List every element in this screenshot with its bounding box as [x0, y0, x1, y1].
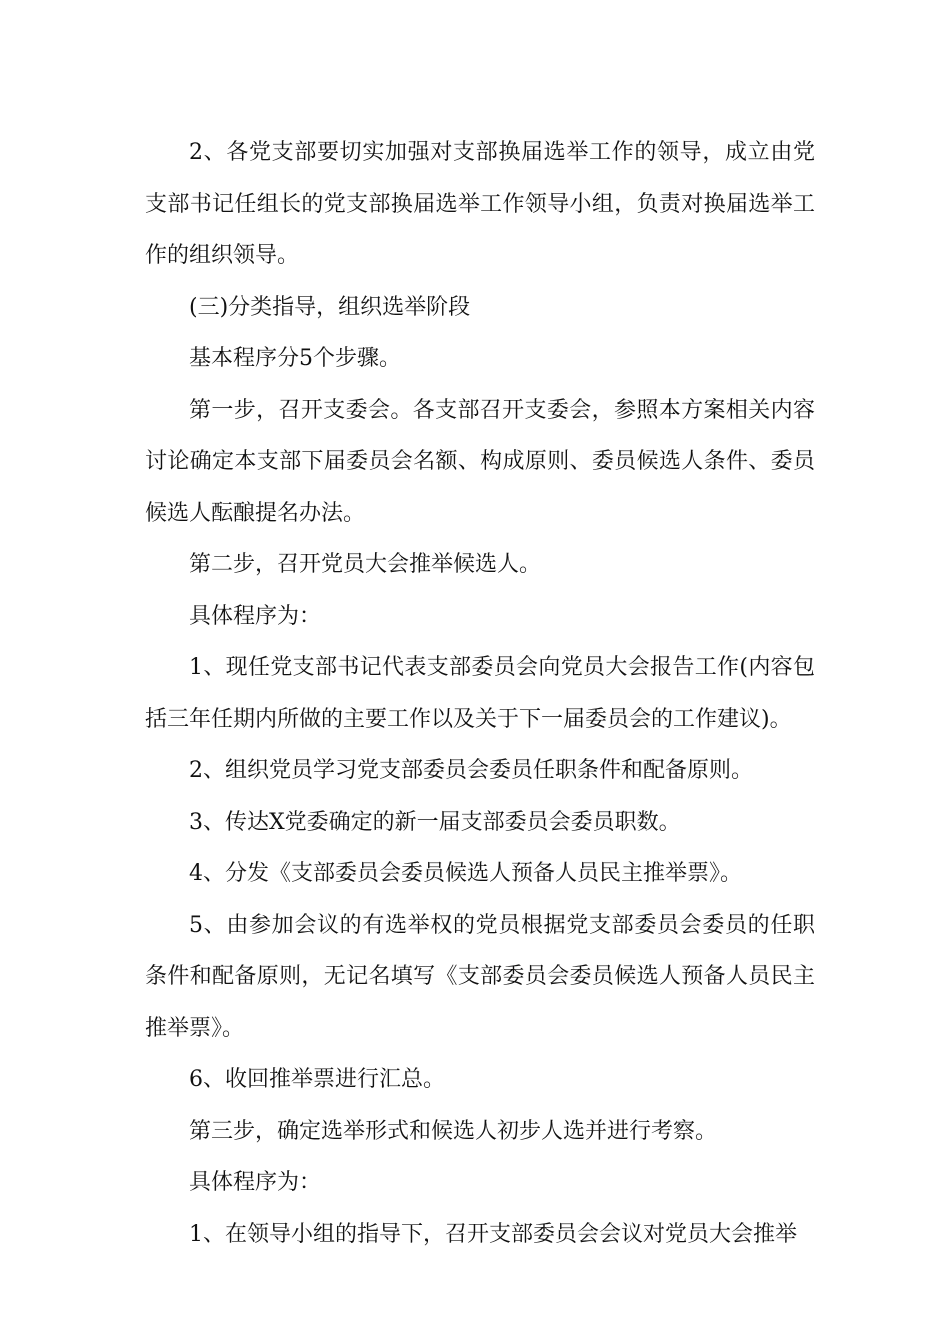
paragraph-procedure-label: 具体程序为：: [189, 1170, 322, 1195]
list-item: 4、分发《支部委员会委员候选人预备人员民主推举票》。: [189, 861, 742, 886]
paragraph-step-three: 第三步，确定选举形式和候选人初步人选并进行考察。: [189, 1118, 718, 1144]
paragraph-step-two: 第二步，召开党员大会推举候选人。: [189, 552, 542, 577]
list-item: 6、收回推举票进行汇总。: [189, 1067, 445, 1092]
paragraph-leadership-group: 2、各党支部要切实加强对支部换届选举工作的领导，成立由党支部书记任组长的党支部换届选举工作领导小组，负责对换届选举工作的组织领导。: [145, 140, 815, 268]
paragraph-procedure-label: 具体程序为：: [189, 603, 322, 629]
paragraph-section-heading: (三)分类指导，组织选举阶段: [189, 294, 471, 320]
list-item: 1、在领导小组的指导下，召开支部委员会会议对党员大会推举: [189, 1221, 797, 1247]
list-item: 3、传达X党委确定的新一届支部委员会委员职数。: [189, 809, 681, 835]
list-item: 5、由参加会议的有选举权的党员根据党支部委员会委员的任职条件和配备原则，无记名填写《支部委员会委员候选人预备人员民主推举票》。: [145, 912, 815, 1041]
document-body: [145, 127, 815, 1260]
list-item: 2、组织党员学习党支部委员会委员任职条件和配备原则。: [189, 758, 753, 783]
paragraph-basic-procedure: 基本程序分5个步骤。: [189, 346, 401, 371]
paragraph-step-one: 第一步，召开支委会。各支部召开支委会，参照本方案相关内容讨论确定本支部下届委员会名额、构成原则、委员候选人条件、委员候选人酝酿提名办法。: [145, 397, 815, 526]
list-item: 1、现任党支部书记代表支部委员会向党员大会报告工作(内容包括三年任期内所做的主要工作以及关于下一届委员会的工作建议)。: [145, 655, 815, 732]
